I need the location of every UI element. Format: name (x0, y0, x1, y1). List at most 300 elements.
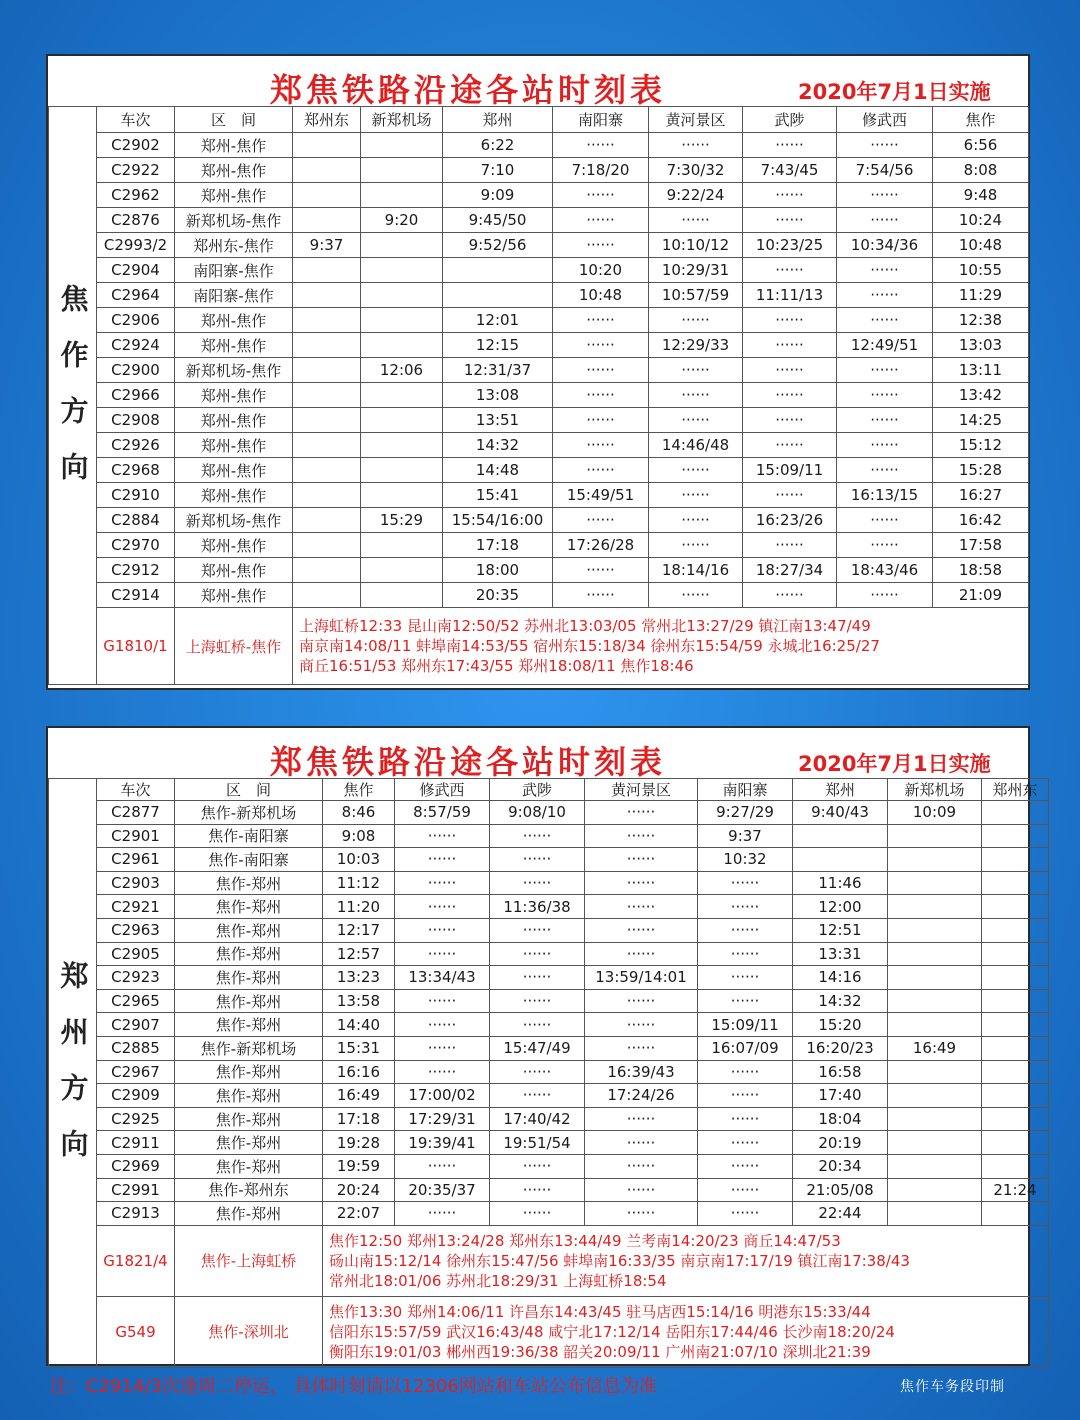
station-time: 20:19 (793, 1131, 888, 1155)
station-time (293, 358, 361, 383)
station-time: 10:10/12 (649, 233, 743, 258)
station-time: 11:36/38 (490, 895, 585, 919)
train-number: C2885 (97, 1036, 175, 1060)
station-time: ······ (698, 1107, 793, 1131)
station-time: 12:15 (443, 333, 553, 358)
stops-line: 焦作13:30 郑州14:06/11 许昌东14:43/45 驻马店西15:14/16 明港东15:33/44 (329, 1302, 871, 1321)
station-time (361, 383, 443, 408)
high-speed-row (49, 1296, 1049, 1367)
station-time: ······ (649, 383, 743, 408)
station-time (293, 483, 361, 508)
station-time: 16:27 (933, 483, 1029, 508)
station-time: 14:25 (933, 408, 1029, 433)
station-time: 8:57/59 (395, 801, 490, 825)
route-range: 焦作-郑州东 (175, 1178, 323, 1202)
train-number: C2913 (97, 1202, 175, 1226)
station-time: 10:57/59 (649, 283, 743, 308)
station-time: ······ (395, 871, 490, 895)
train-number: C2968 (97, 458, 175, 483)
station-time: ······ (698, 1060, 793, 1084)
station-time: 15:29 (361, 508, 443, 533)
station-time: 15:54/16:00 (443, 508, 553, 533)
station-time: 12:06 (361, 358, 443, 383)
station-time (293, 583, 361, 608)
station-time: ······ (490, 989, 585, 1013)
station-time: ······ (743, 483, 837, 508)
station-time (982, 1107, 1049, 1131)
effective-date: 2020年7月1日实施 (798, 752, 991, 776)
station-time: 12:38 (933, 308, 1029, 333)
station-time: ······ (490, 966, 585, 990)
route-range: 郑州-焦作 (175, 383, 293, 408)
station-time: ······ (698, 895, 793, 919)
station-time (361, 333, 443, 358)
station-time (888, 871, 982, 895)
route-range: 南阳寨-焦作 (175, 283, 293, 308)
station-time: 15:09/11 (698, 1013, 793, 1037)
route-range: 焦作-郑州 (175, 1107, 323, 1131)
station-time: 14:48 (443, 458, 553, 483)
station-time: ······ (649, 408, 743, 433)
train-number: C2993/2 (97, 233, 175, 258)
station-time: 12:17 (323, 918, 395, 942)
station-time (361, 583, 443, 608)
train-number: C2963 (97, 918, 175, 942)
table-row (49, 1178, 1049, 1202)
station-time (361, 258, 443, 283)
train-number: C2876 (97, 208, 175, 233)
station-time (293, 408, 361, 433)
train-number: C2910 (97, 483, 175, 508)
timetable-panel-zhengzhou (46, 726, 1038, 1366)
station-time: ······ (698, 1202, 793, 1226)
station-time: ······ (585, 918, 698, 942)
table-row (49, 1154, 1049, 1178)
train-number: C2877 (97, 801, 175, 825)
station-time (888, 1131, 982, 1155)
table-row (49, 989, 1049, 1013)
station-time: 9:52/56 (443, 233, 553, 258)
table-row (49, 1013, 1049, 1037)
station-time: 10:29/31 (649, 258, 743, 283)
train-number: C2909 (97, 1084, 175, 1108)
station-time: ······ (837, 583, 933, 608)
train-number: C2967 (97, 1060, 175, 1084)
station-time: ······ (585, 1131, 698, 1155)
station-time: 18:58 (933, 558, 1029, 583)
station-time: ······ (743, 583, 837, 608)
train-number: C2969 (97, 1154, 175, 1178)
station-time: 17:29/31 (395, 1107, 490, 1131)
header-row (49, 779, 1049, 801)
station-time (443, 258, 553, 283)
station-time: ······ (395, 1060, 490, 1084)
station-time: ······ (837, 533, 933, 558)
station-time: 12:57 (323, 942, 395, 966)
station-time: 15:20 (793, 1013, 888, 1037)
station-time: ······ (395, 1013, 490, 1037)
station-time: ······ (490, 1178, 585, 1202)
column-header: 郑州 (443, 107, 553, 133)
station-time: 16:49 (323, 1084, 395, 1108)
station-time: 6:56 (933, 133, 1029, 158)
timetable-title: 郑焦铁路沿途各站时刻表 (270, 71, 667, 109)
station-time: 13:11 (933, 358, 1029, 383)
station-time: ······ (553, 133, 649, 158)
column-header: 新郑机场 (888, 779, 982, 801)
train-number: C2970 (97, 533, 175, 558)
stops-line: 焦作12:50 郑州13:24/28 郑州东13:44/49 兰考南14:20/23 商丘14:47/53 (329, 1231, 841, 1250)
station-time: 9:48 (933, 183, 1029, 208)
station-time: ······ (743, 333, 837, 358)
station-time: ······ (837, 383, 933, 408)
station-time: ······ (837, 408, 933, 433)
table-row (49, 1084, 1049, 1108)
column-header: 区 间 (175, 107, 293, 133)
station-time: 22:07 (323, 1202, 395, 1226)
station-time: 14:32 (793, 989, 888, 1013)
station-time: ······ (585, 1202, 698, 1226)
station-time: ······ (553, 558, 649, 583)
station-time: 15:28 (933, 458, 1029, 483)
station-time: 8:08 (933, 158, 1029, 183)
station-time: ······ (698, 966, 793, 990)
station-time: 12:01 (443, 308, 553, 333)
station-time: ······ (585, 824, 698, 848)
station-time: 8:46 (323, 801, 395, 825)
station-time: ······ (585, 895, 698, 919)
station-time: 17:58 (933, 533, 1029, 558)
station-time (888, 824, 982, 848)
station-time: ······ (649, 358, 743, 383)
timetable-table (48, 778, 1049, 1368)
station-time (982, 801, 1049, 825)
station-time: 10:09 (888, 801, 982, 825)
station-time: ······ (837, 508, 933, 533)
station-time: 7:54/56 (837, 158, 933, 183)
station-time (293, 508, 361, 533)
table-row (49, 824, 1049, 848)
station-time: ······ (698, 989, 793, 1013)
table-row (49, 801, 1049, 825)
column-header: 郑州东 (982, 779, 1049, 801)
stops-line: 砀山南15:12/14 徐州东15:47/56 蚌埠南16:33/35 南京南17:17/19 镇江南17:38/43 (329, 1251, 910, 1270)
station-time (982, 1154, 1049, 1178)
station-time: 9:45/50 (443, 208, 553, 233)
train-number: C2922 (97, 158, 175, 183)
station-time: ······ (698, 1084, 793, 1108)
table-row (49, 1060, 1049, 1084)
station-time (443, 283, 553, 308)
route-range: 焦作-郑州 (175, 989, 323, 1013)
station-time: ······ (553, 333, 649, 358)
station-time: 9:20 (361, 208, 443, 233)
station-time: ······ (585, 989, 698, 1013)
station-time: 17:18 (323, 1107, 395, 1131)
table-row (49, 383, 1029, 408)
column-header: 郑州 (793, 779, 888, 801)
route-range: 焦作-新郑机场 (175, 1036, 323, 1060)
station-time: 16:13/15 (837, 483, 933, 508)
route-range: 焦作-南阳寨 (175, 824, 323, 848)
station-time (888, 1178, 982, 1202)
train-number: C2908 (97, 408, 175, 433)
station-time: 6:22 (443, 133, 553, 158)
train-number: G1821/4 (97, 1225, 175, 1296)
station-time (888, 1154, 982, 1178)
station-time: ······ (649, 583, 743, 608)
station-time: 10:32 (698, 848, 793, 872)
station-time: 21:05/08 (793, 1178, 888, 1202)
train-number: C2926 (97, 433, 175, 458)
station-time: ······ (837, 458, 933, 483)
station-time: ······ (698, 942, 793, 966)
stops-line: 上海虹桥12:33 昆山南12:50/52 苏州北13:03/05 常州北13:27/29 镇江南13:47/49 (299, 617, 871, 635)
table-row (49, 158, 1029, 183)
route-range: 郑州东-焦作 (175, 233, 293, 258)
station-time: ······ (743, 208, 837, 233)
station-time: ······ (395, 1036, 490, 1060)
table-row (49, 1036, 1049, 1060)
stops-list (323, 1225, 1049, 1296)
station-time: ······ (553, 458, 649, 483)
station-time (361, 133, 443, 158)
route-range: 郑州-焦作 (175, 533, 293, 558)
column-header: 焦作 (933, 107, 1029, 133)
station-time: ······ (837, 183, 933, 208)
station-time: ······ (395, 824, 490, 848)
route-range: 郑州-焦作 (175, 158, 293, 183)
printer-credit: 焦作车务段印制 (900, 1379, 1005, 1395)
train-number: C2903 (97, 871, 175, 895)
station-time: 16:49 (888, 1036, 982, 1060)
station-time (982, 942, 1049, 966)
station-time: 12:51 (793, 918, 888, 942)
footer-note: 注：C2914/3次逢周二停运， 具体时刻请以12306网站和车站公布信息为准 (50, 1376, 657, 1397)
station-time (361, 308, 443, 333)
station-time: 18:04 (793, 1107, 888, 1131)
table-row (49, 433, 1029, 458)
station-time: ······ (585, 801, 698, 825)
column-header: 修武西 (837, 107, 933, 133)
station-time (888, 895, 982, 919)
station-time: 10:24 (933, 208, 1029, 233)
station-time: 10:48 (553, 283, 649, 308)
station-time: 13:31 (793, 942, 888, 966)
station-time: 10:23/25 (743, 233, 837, 258)
station-time: ······ (585, 871, 698, 895)
station-time: ······ (698, 1178, 793, 1202)
station-time: 18:14/16 (649, 558, 743, 583)
station-time: 10:03 (323, 848, 395, 872)
column-header: 南阳寨 (553, 107, 649, 133)
station-time: ······ (585, 1013, 698, 1037)
station-time (888, 1060, 982, 1084)
station-time: ······ (553, 358, 649, 383)
station-time: ······ (743, 258, 837, 283)
station-time (293, 133, 361, 158)
station-time: ······ (553, 583, 649, 608)
station-time: 17:00/02 (395, 1084, 490, 1108)
station-time: 19:59 (323, 1154, 395, 1178)
station-time: 16:42 (933, 508, 1029, 533)
station-time: ······ (395, 1154, 490, 1178)
route-range: 郑州-焦作 (175, 333, 293, 358)
station-time (361, 533, 443, 558)
station-time: ······ (395, 895, 490, 919)
table-row (49, 1131, 1049, 1155)
station-time: 14:46/48 (649, 433, 743, 458)
station-time (361, 233, 443, 258)
station-time (982, 824, 1049, 848)
station-time (888, 1107, 982, 1131)
station-time: ······ (490, 824, 585, 848)
route-range: 郑州-焦作 (175, 483, 293, 508)
timetable-title: 郑焦铁路沿途各站时刻表 (270, 743, 667, 781)
station-time: 11:20 (323, 895, 395, 919)
station-time (982, 1084, 1049, 1108)
station-time: 18:27/34 (743, 558, 837, 583)
station-time: ······ (395, 918, 490, 942)
station-time (361, 558, 443, 583)
table-row (49, 408, 1029, 433)
train-number: C2961 (97, 848, 175, 872)
route-range: 焦作-上海虹桥 (175, 1225, 323, 1296)
station-time (888, 989, 982, 1013)
station-time (888, 966, 982, 990)
high-speed-row (49, 1225, 1049, 1296)
station-time (361, 458, 443, 483)
station-time: 9:08/10 (490, 801, 585, 825)
column-header: 车次 (97, 107, 175, 133)
station-time: ······ (698, 1131, 793, 1155)
train-number: G1810/1 (97, 608, 175, 685)
station-time: ······ (553, 408, 649, 433)
train-number: G549 (97, 1296, 175, 1367)
train-number: C2905 (97, 942, 175, 966)
station-time: ······ (743, 433, 837, 458)
station-time: ······ (837, 133, 933, 158)
table-row (49, 871, 1049, 895)
table-row (49, 558, 1029, 583)
station-time: ······ (743, 133, 837, 158)
train-number: C2900 (97, 358, 175, 383)
table-row (49, 308, 1029, 333)
station-time: ······ (490, 1202, 585, 1226)
station-time: 7:43/45 (743, 158, 837, 183)
station-time: 13:42 (933, 383, 1029, 408)
station-time: 11:11/13 (743, 283, 837, 308)
route-range: 郑州-焦作 (175, 133, 293, 158)
station-time: 18:43/46 (837, 558, 933, 583)
station-time: ······ (649, 458, 743, 483)
table-row (49, 1202, 1049, 1226)
table-row (49, 508, 1029, 533)
table-row (49, 183, 1029, 208)
train-number: C2991 (97, 1178, 175, 1202)
station-time: 17:40 (793, 1084, 888, 1108)
table-row (49, 942, 1049, 966)
table-row (49, 483, 1029, 508)
station-time: ······ (553, 383, 649, 408)
route-range: 焦作-郑州 (175, 942, 323, 966)
route-range: 焦作-郑州 (175, 1013, 323, 1037)
station-time: 13:51 (443, 408, 553, 433)
station-time: 16:23/26 (743, 508, 837, 533)
train-number: C2904 (97, 258, 175, 283)
station-time: ······ (837, 358, 933, 383)
route-range: 焦作-郑州 (175, 918, 323, 942)
train-number: C2902 (97, 133, 175, 158)
station-time: ······ (743, 183, 837, 208)
station-time: ······ (649, 533, 743, 558)
station-time: ······ (490, 1084, 585, 1108)
station-time: ······ (743, 408, 837, 433)
station-time: ······ (553, 208, 649, 233)
station-time: 19:28 (323, 1131, 395, 1155)
station-time (361, 183, 443, 208)
station-time: 19:39/41 (395, 1131, 490, 1155)
station-time: ······ (698, 1154, 793, 1178)
station-time (888, 942, 982, 966)
station-time: 13:34/43 (395, 966, 490, 990)
train-number: C2923 (97, 966, 175, 990)
station-time: 12:29/33 (649, 333, 743, 358)
column-header: 武陟 (490, 779, 585, 801)
station-time (982, 918, 1049, 942)
column-header: 武陟 (743, 107, 837, 133)
train-number: C2966 (97, 383, 175, 408)
table-row (49, 358, 1029, 383)
station-time: 9:27/29 (698, 801, 793, 825)
train-number: C2925 (97, 1107, 175, 1131)
station-time: 9:40/43 (793, 801, 888, 825)
station-time: 17:40/42 (490, 1107, 585, 1131)
stops-line: 商丘16:51/53 郑州东17:43/55 郑州18:08/11 焦作18:46 (299, 657, 694, 675)
station-time: ······ (395, 989, 490, 1013)
table-row (49, 895, 1049, 919)
table-row (49, 1107, 1049, 1131)
route-range: 焦作-郑州 (175, 895, 323, 919)
table-row (49, 918, 1049, 942)
station-time: 13:03 (933, 333, 1029, 358)
panel-title-row (48, 728, 1028, 781)
station-time: ······ (553, 433, 649, 458)
station-time (982, 1036, 1049, 1060)
panel-title-row (48, 56, 1028, 109)
station-time (361, 408, 443, 433)
column-header: 车次 (97, 779, 175, 801)
station-time: ······ (585, 1107, 698, 1131)
station-time (293, 533, 361, 558)
station-time (888, 918, 982, 942)
station-time (888, 1202, 982, 1226)
route-range: 焦作-郑州 (175, 871, 323, 895)
train-number: C2884 (97, 508, 175, 533)
station-time (361, 283, 443, 308)
station-time: 9:37 (698, 824, 793, 848)
station-time: ······ (490, 848, 585, 872)
stops-line: 常州北18:01/06 苏州北18:29/31 上海虹桥18:54 (329, 1271, 667, 1290)
direction-label: 焦作方向 (49, 107, 97, 685)
stops-list (293, 608, 1029, 685)
station-time: 15:47/49 (490, 1036, 585, 1060)
station-time: 9:09 (443, 183, 553, 208)
station-time (888, 848, 982, 872)
station-time: 14:32 (443, 433, 553, 458)
train-number: C2964 (97, 283, 175, 308)
station-time (293, 333, 361, 358)
